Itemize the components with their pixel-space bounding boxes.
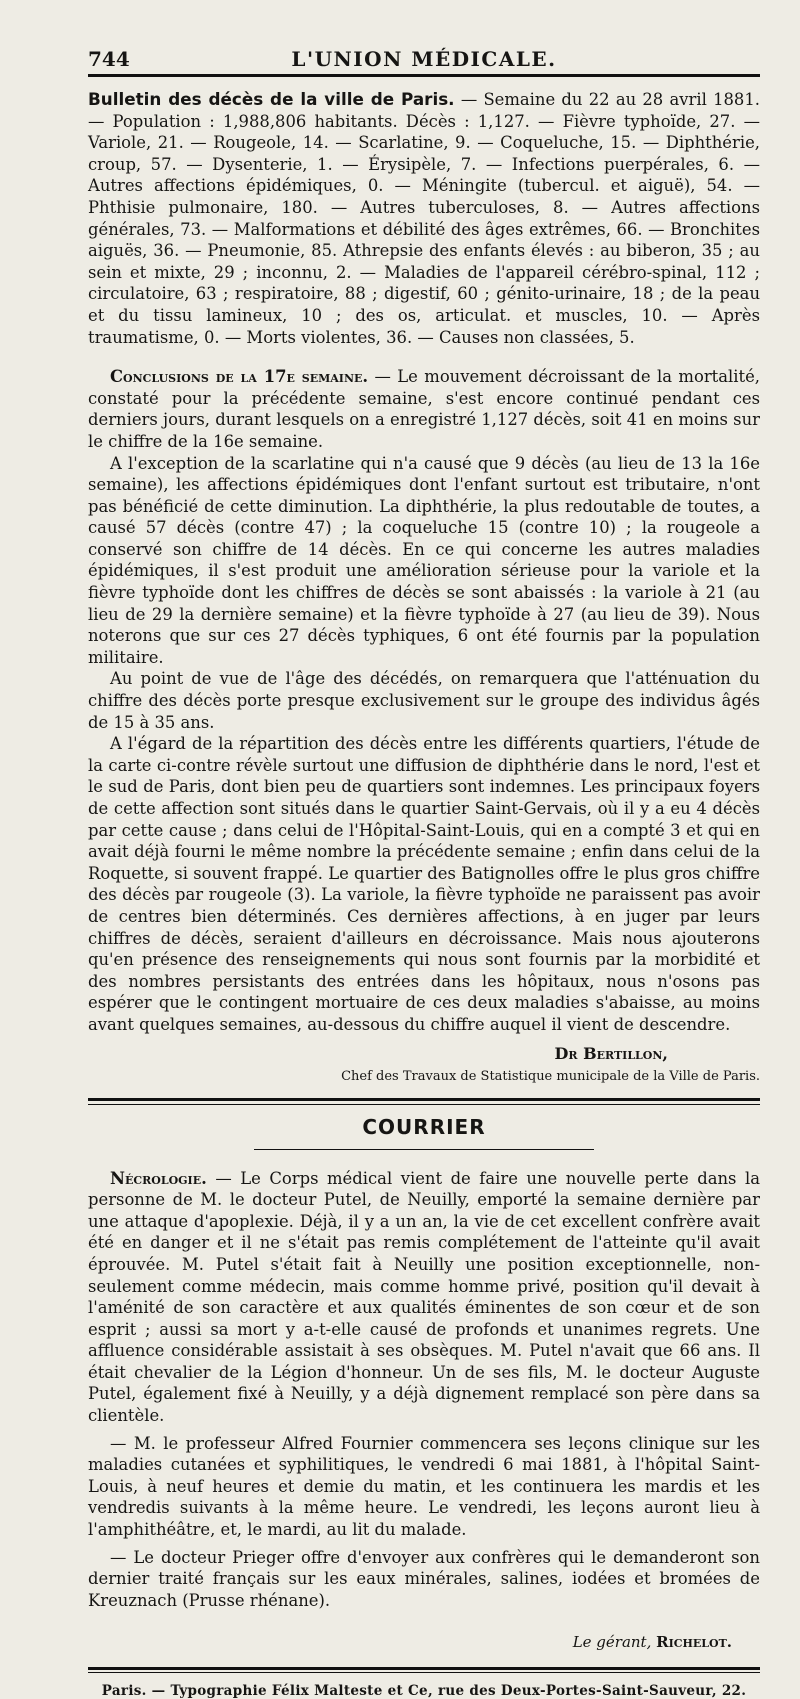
conclusions-paragraph-4: A l'égard de la répartition des décès entre les différents quartiers, l'étude de la carte ci-contre révèle surtout une diffusion de diphthérie dans le nord, l'est et le sud de Paris, dont bien peu de quartiers sont indemnes. Les principaux foyers de cette affection sont situés dans le quartier Saint-Gervais, où il y a eu 4 décès par cette cause ; dans celui de l'Hôpital-Saint-Louis, qui en a compté 3 et qui en avait déjà fourni le même nombre la précédente semaine ; enfin dans celui de la Roquette, si souvent frappé. Le quartier des Batignolles offre le plus gros chiffre des décès par rougeole (3). La variole, la fièvre typhoïde ne paraissent pas avoir de centres bien déterminés. Ces dernières affections, à en juger par leurs chiffres de décès, seraient d'ailleurs en décroissance. Mais nous ajouterons qu'en présence des renseignements qui nous sont fournis par la morbidité et des nombres persistants des entrées dans les hôpitaux, nous n'osons pas espérer que le contingent mortuaire de ces deux maladies s'abaisse, au moins avant quelques semaines, au-dessous du chiffre auquel il vient de descendre. — [88, 734, 760, 1034]
fournier-paragraph: — M. le professeur Alfred Fournier commencera ses leçons clinique sur les maladies cutanées et syphilitiques, le vendredi 6 mai 1881, à l'hôpital Saint-Louis, à neuf heures et demie du matin, et les continuera les mardis et les vendredis suivants à la même heure. Le vendredi, les leçons auront lieu à l'amphithéâtre, et, le mardi, au lit du malade. — [88, 1433, 760, 1540]
courrier-heading: COURRIER — [362, 1114, 486, 1139]
gerant-label: Le gérant, — [572, 1633, 652, 1652]
running-header — [88, 0, 760, 74]
necrology-text: — Le Corps médical vient de faire une nouvelle perte dans la personne de M. le docteur Putel, de Neuilly, emporté la semaine dernière par une attaque d'apoplexie. Déjà, il y a un an, la vie de cet excellent confrère avait été en danger et il ne s'était pas remis complétement de l'atteinte qu'il avait éprouvée. M. Putel s'était fait à Neuilly une position exceptionnelle, non-seulement comme médecin, mais comme homme privé, position qu'il devait à l'aménité de son caractère et aux qualités éminentes de son cœur et de son esprit ; aussi sa mort y a-t-elle causé de profonds et unanimes regrets. Une affluence considérable assistait à ses obsèques. M. Putel n'avait que 66 ans. Il était chevalier de la Légion d'honneur. Un de ses fils, M. le docteur Auguste Putel, également fixé à Neuilly, y a déjà dignement remplacé son père dans sa clientèle. — [88, 1168, 760, 1426]
bulletin-title: Bulletin des décès de la ville de Paris. — [88, 89, 455, 109]
journal-title: L'UNION MÉDICALE. — [291, 47, 557, 71]
necrology-paragraph — [88, 1168, 760, 1427]
signature-block — [88, 1044, 760, 1084]
conclusions-paragraph-1 — [88, 366, 760, 452]
gerant-name: Richelot. — [656, 1633, 732, 1652]
death-bulletin — [88, 77, 760, 348]
bulletin-paragraph — [88, 89, 760, 348]
conclusions-paragraph-2: A l'exception de la scarlatine qui n'a causé que 9 décès (au lieu de 13 la 16e semaine), les affections épidémiques dont l'enfant surtout est tributaire, n'ont pas bénéficié de cette diminution. La diphthérie, la plus redoutable de toutes, a causé 57 décès (contre 47) ; la coqueluche 15 (contre 10) ; la rougeole a conservé son chiffre de 14 décès. En ce qui concerne les autres maladies épidémiques, il s'est produit une amélioration sérieuse pour la variole et la fièvre typhoïde dont les chiffres de décès se sont abaissés : la variole à 21 (au lieu de 29 la dernière semaine) et la fièvre typhoïde à 27 (au lieu de 39). Nous noterons que sur ces 27 décès typhiques, 6 ont été fournis par la population militaire. — [88, 453, 760, 667]
necrology-label: Nécrologie. — [110, 1168, 207, 1188]
courrier-body — [88, 1168, 760, 1612]
bulletin-text: — Semaine du 22 au 28 avril 1881. — Population : 1,988,806 habitants. Décès : 1,127. — Fièvre typhoïde, 27. — Variole, 21. — Rougeole, 14. — Scarlatine, 9. — Coqueluche, 15. — Diphthérie, croup, 57. — Dysenterie, 1. — Érysipèle, 7. — Infections puerpérales, 6. — Autres affections épidémiques, 0. — Méningite (tubercul. et aiguë), 54. — Phthisie pulmonaire, 180. — Autres tuberculoses, 8. — Autres affections générales, 73. — Malformations et débilité des âges extrêmes, 66. — Bronchites aiguës, 36. — Pneumonie, 85. Athrepsie des enfants élevés : au biberon, 35 ; au sein et mixte, 29 ; inconnu, 2. — Maladies de l'appareil cérébro-spinal, 112 ; circulatoire, 63 ; respiratoire, 88 ; digestif, 60 ; génito-urinaire, 18 ; de la peau et du tissu lamineux, 10 ; des os, articulat. et muscles, 10. — Après traumatisme, 0. — Morts violentes, 36. — Causes non classées, 5. — [88, 90, 760, 347]
printer-imprint: Paris. — Typographie Félix Malteste et Ce, rue des Deux-Portes-Saint-Sauveur, 22. — [101, 1683, 747, 1699]
conclusions-text-1: — Le mouvement décroissant de la mortalité, constaté pour la précédente semaine, s'est encore continué pendant ces derniers jours, durant lesquels on a enregistré 1,127 décès, soit 41 en moins sur le chiffre de la 16e semaine. — [88, 367, 760, 451]
courrier-rule — [254, 1149, 594, 1150]
prieger-paragraph: — Le docteur Prieger offre d'envoyer aux confrères qui le demanderont son dernier traité français sur les eaux minérales, salines, iodées et bromées de Kreuznach (Prusse rhénane). — [88, 1547, 760, 1610]
signature-title: Chef des Travaux de Statistique municipale de la Ville de Paris. — [341, 1068, 760, 1084]
signature-name: Dr Bertillon, — [554, 1043, 668, 1063]
conclusions-paragraph-3: Au point de vue de l'âge des décédés, on remarquera que l'atténuation du chiffre des décès porte presque exclusivement sur le groupe des individus âgés de 15 à 35 ans. — [88, 669, 760, 732]
section-divider — [88, 1098, 760, 1105]
gerant-line — [88, 1633, 760, 1651]
conclusions-section — [88, 366, 760, 1035]
conclusions-heading: Conclusions de la 17e semaine. — [110, 367, 369, 387]
footer-rule — [88, 1667, 760, 1673]
page-number: 744 — [88, 47, 130, 71]
